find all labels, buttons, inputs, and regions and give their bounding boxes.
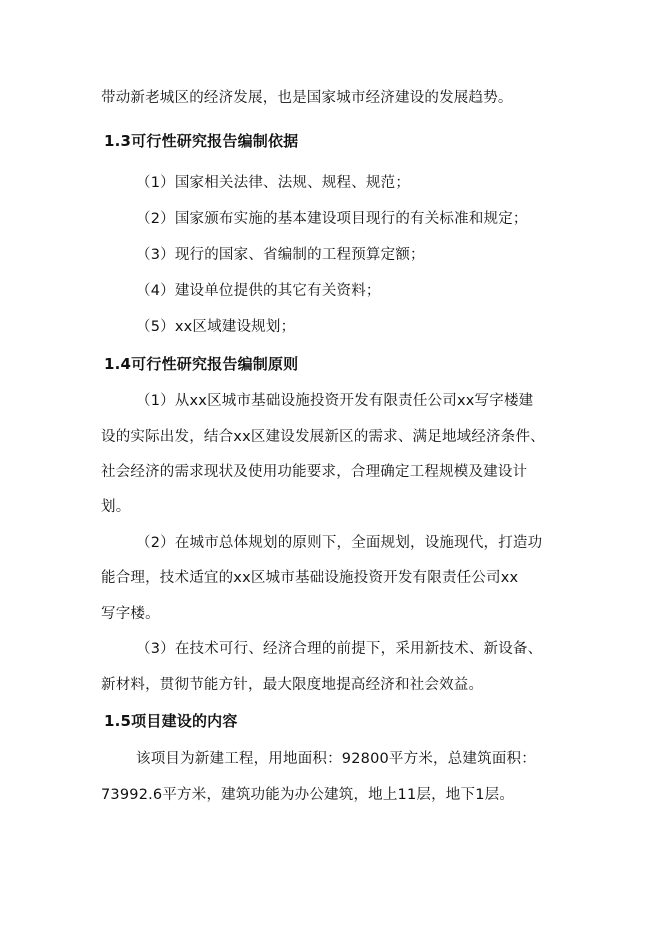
section-1-3-heading: 1.3可行性研究报告编制依据 [104, 132, 299, 150]
section-1-4-heading: 1.4可行性研究报告编制原则 [104, 355, 299, 373]
list-item: （1）国家相关法律、法规、规程、规范； [136, 175, 411, 191]
intro-text: 带动新老城区的经济发展，也是国家城市经济建设的发展趋势。 [101, 90, 513, 106]
paragraph-line: 设的实际出发，结合xx区建设发展新区的需求、满足地域经济条件、 [101, 429, 545, 445]
list-item: （4）建设单位提供的其它有关资料； [136, 283, 381, 299]
paragraph-line: （3）在技术可行、经济合理的前提下，采用新技术、新设备、 [136, 641, 543, 657]
list-item: （5）xx区域建设规划； [136, 319, 296, 335]
paragraph-line: 能合理，技术适宜的xx区城市基础设施投资开发有限责任公司xx [101, 570, 519, 586]
paragraph-line: 73992.6平方米，建筑功能为办公建筑，地上11层，地下1层。 [101, 787, 515, 803]
section-1-5-heading: 1.5项目建设的内容 [104, 712, 238, 730]
paragraph-line: 新材料，贯彻节能方针，最大限度地提高经济和社会效益。 [101, 677, 484, 693]
paragraph-line: 社会经济的需求现状及使用功能要求，合理确定工程规模及建设计 [101, 464, 528, 480]
paragraph-line: （2）在城市总体规划的原则下，全面规划，设施现代，打造功 [136, 535, 543, 551]
paragraph-line: 划。 [101, 499, 131, 515]
list-item: （2）国家颁布实施的基本建设项目现行的有关标准和规定； [136, 211, 528, 227]
paragraph-line: 该项目为新建工程，用地面积：92800平方米，总建筑面积： [136, 751, 536, 767]
paragraph-line: （1）从xx区城市基础设施投资开发有限责任公司xx写字楼建 [136, 393, 534, 409]
list-item: （3）现行的国家、省编制的工程预算定额； [136, 247, 425, 263]
paragraph-line: 写字楼。 [101, 606, 160, 622]
